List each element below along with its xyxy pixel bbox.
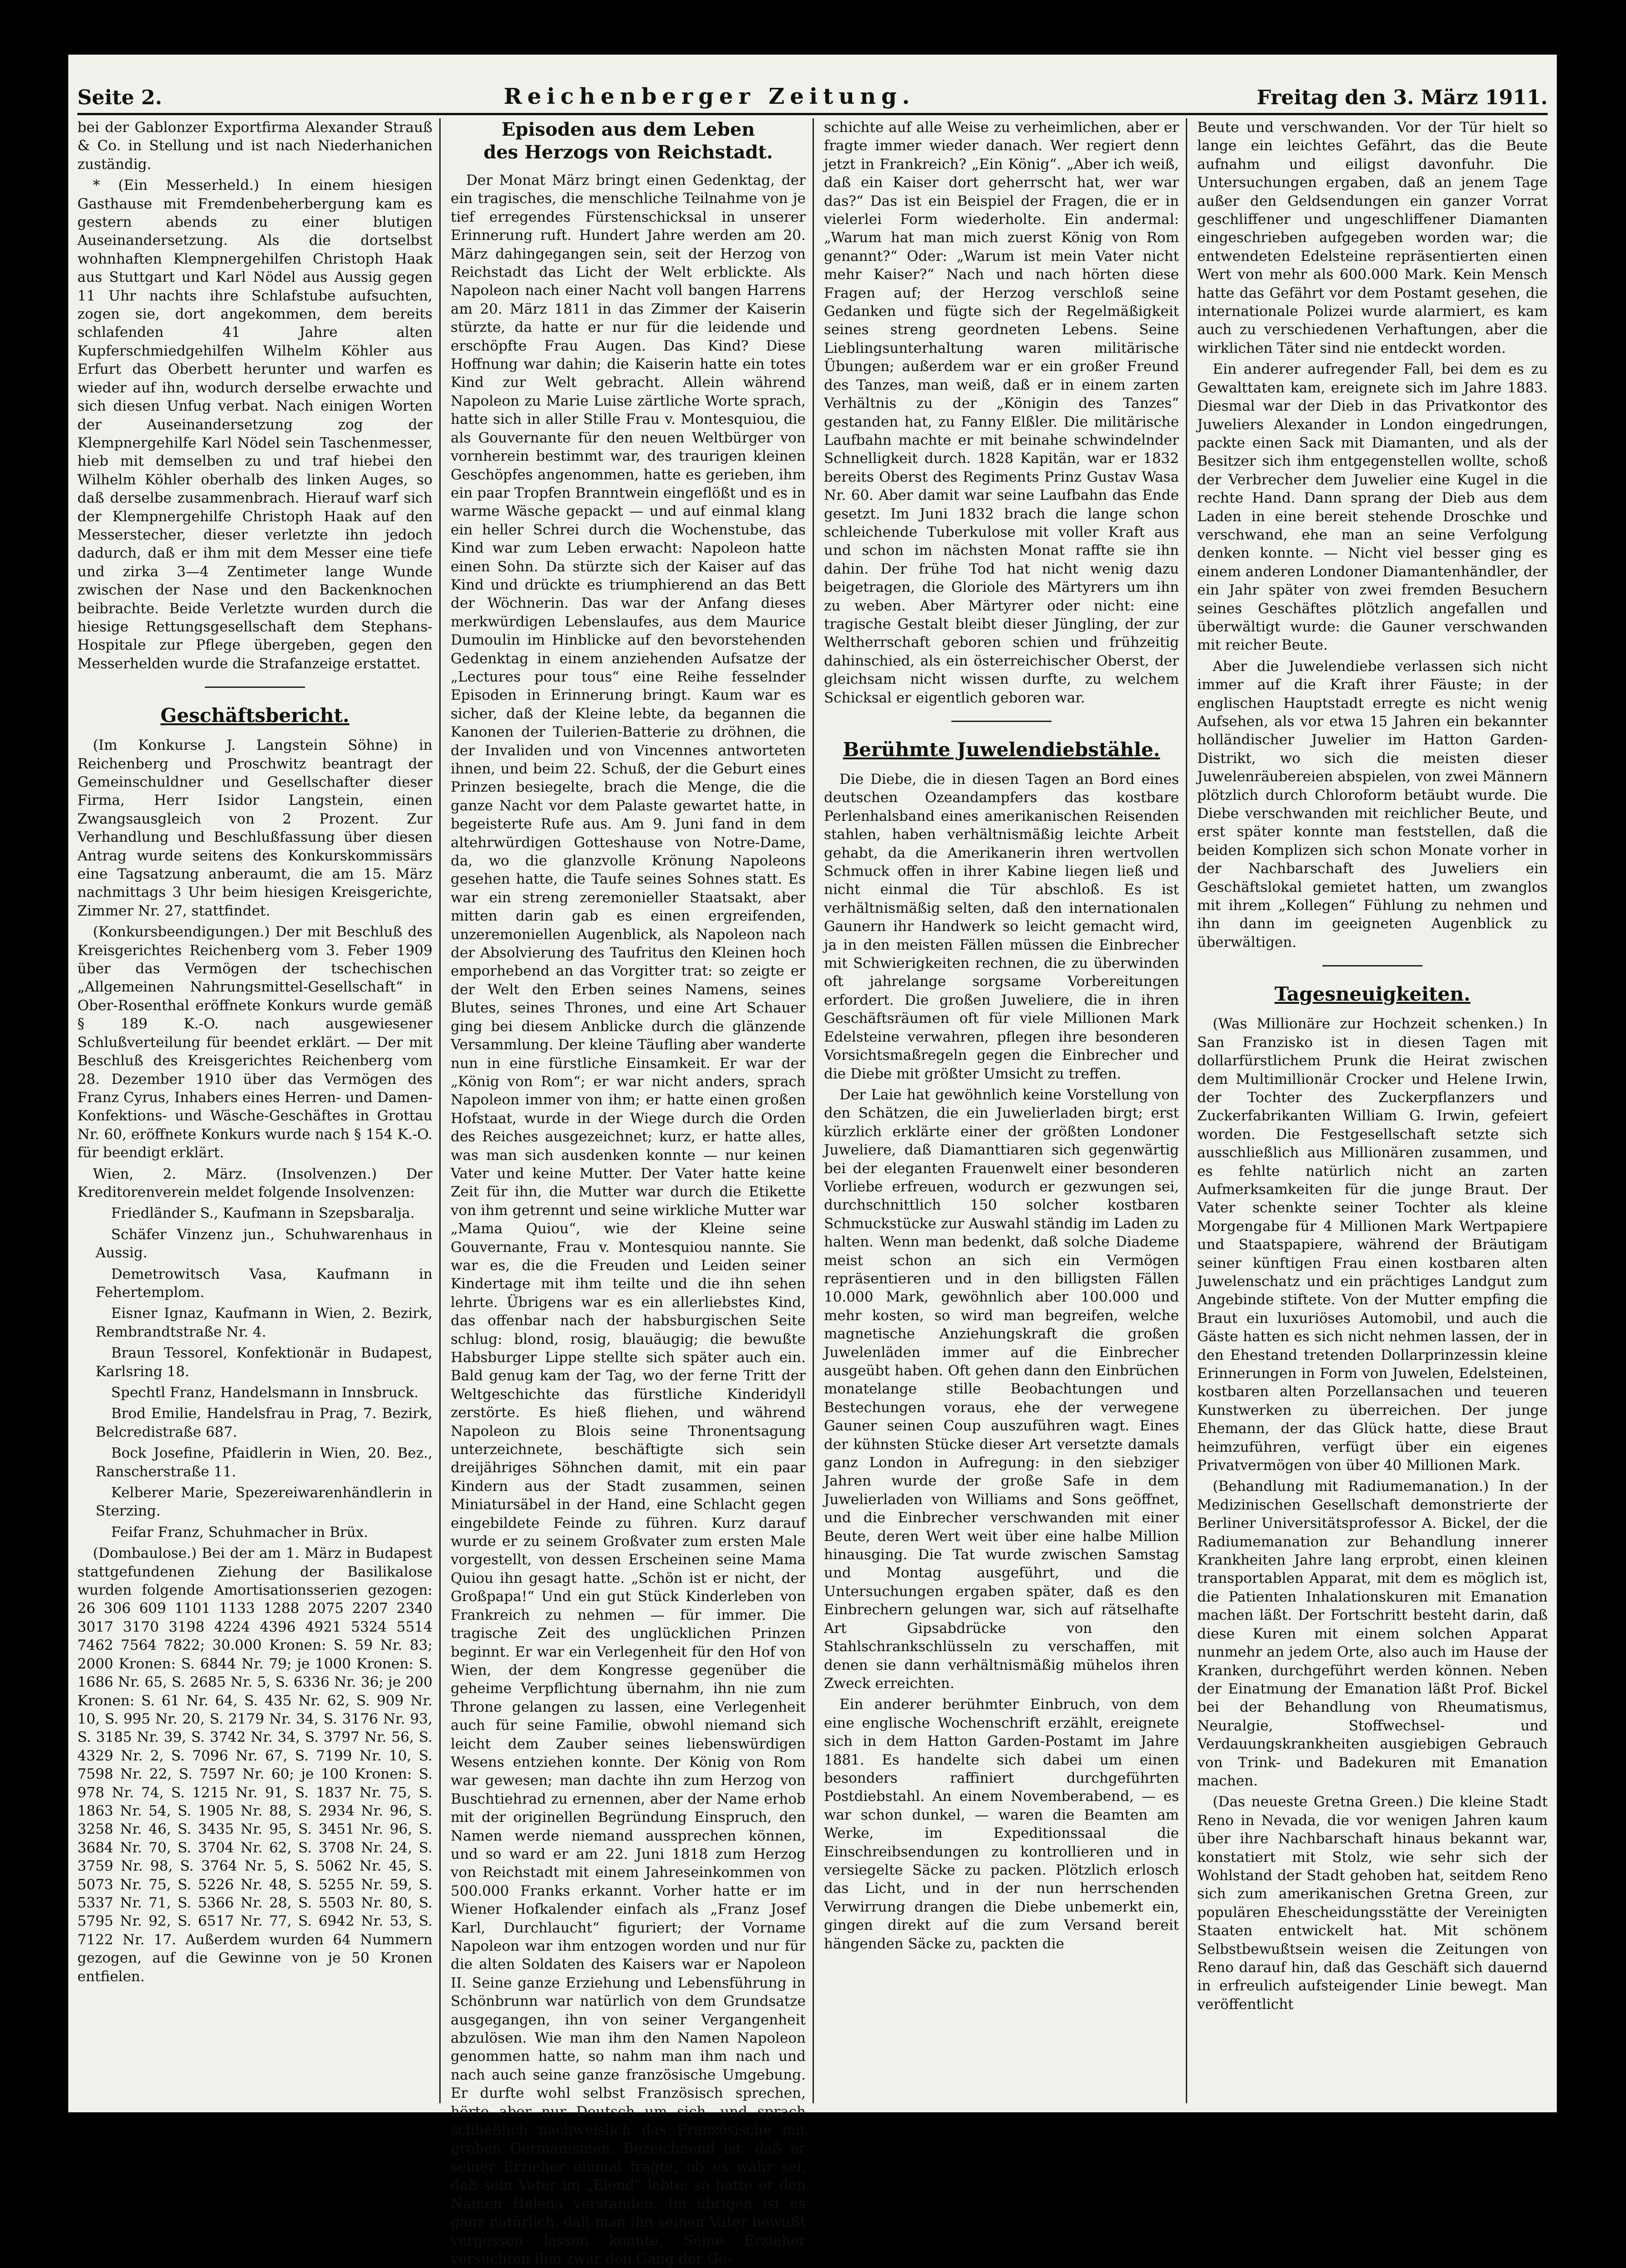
issue-date: Freitag den 3. März 1911.	[1256, 86, 1548, 109]
insolvency-entry: Brod Emilie, Handelsfrau in Prag, 7. Bezirk, Belcredistraße 687.	[96, 1405, 432, 1440]
article-continuation: bei der Gablonzer Exportfirma Alexander Strauß & Co. in Stellung und ist nach Niederhanichen zuständig.	[77, 119, 432, 173]
insolvency-entry: Friedländer S., Kaufmann in Szepsbaralja.	[111, 1205, 415, 1222]
section-separator	[951, 721, 1052, 722]
article-heading-line-1: Episoden aus dem Leben	[501, 119, 755, 140]
article-messerheld: * (Ein Messerheld.) In einem hiesigen Gasthause mit Fremdenbeherbergung kam es gestern abends zu einer blutigen Auseinandersetzung. Als die dortselbst wohnhaften Klempnergehilfen Christoph Haak aus Stuttgart und Karl Nödel aus Aussig gegen 11 Uhr nachts ihre Schlafstube aufsuchten, zogen sie, dort angekommen, dem bereits schlafenden 41 Jahre alten Kupferschmiedgehilfen Wilhelm Köhler aus Erfurt das Oberbett herunter und warfen es wieder auf ihn, wodurch derselbe erwachte und sich diesen Unfug verbat. Nach einigen Worten der Auseinandersetzung zog der Klempnergehilfe Karl Nödel sein Taschenmesser, hieb mit demselben zu und traf hiebei den Wilhelm Köhler oberhalb des linken Auges, so daß derselbe zusammenbrach. Hierauf warf sich der Klempnergehilfe Christoph Haak auf den Messerstecher, dieser verletzte ihn jedoch dadurch, daß er ihm mit dem Messer eine tiefe und zirka 3—4 Zentimeter lange Wunde zwischen der Nase und den Backenknochen beibrachte. Beide Verletzte wurden durch die hiesige Rettungsgesellschaft dem Stephans-Hospitale zur Pflege übergeben, gegen den Messerhelden wurde die Strafanzeige erstattet.	[77, 177, 432, 672]
news-item-millionaere: (Was Millionäre zur Hochzeit schenken.) In San Franzisko ist in diesen Tagen mit dollarfürstlichem Prunk die Heirat zwischen dem Multimillionär Crocker und Helene Irwin, der Tochter des Zuckerpflanzers und Zuckerfabrikanten William G. Irwin, gefeiert worden. Die Festgesellschaft setzte sich ausschließlich aus Millionären zusammen, und es fehlte natürlich nicht an zarten Aufmerksamkeiten für die junge Braut. Der Vater schenkte seiner Tochter als kleine Morgengabe für 4 Millionen Mark Wertpapiere und Staatspapiere, während der Bräutigam seiner künftigen Frau einen kostbaren alten Juwelenschatz und ein prächtiges Landgut zum Angebinde stiftete. Von der Mutter empfing die Braut ein luxuriöses Automobil, und auch die Gäste hatten es sich nicht nehmen lassen, der in den Ehestand tretenden Dollarprinzessin kleine Erinnerungen in Form von Juwelen, Edelsteinen, kostbaren alten Porzellansachen und teueren Kunstwerken zu überreichen. Der junge Ehemann, der das Glück hatte, diese Braut heimzuführen, verfügt über ein eigenes Privatvermögen von über 40 Millionen Mark.	[1197, 1016, 1548, 1474]
column-rule	[439, 118, 441, 2103]
column-2	[451, 118, 806, 2267]
column-3	[824, 118, 1179, 2103]
article-reichstadt-continuation: schichte auf alle Weise zu verheimlichen, aber er fragte immer wieder danach. Wer regiert denn jetzt in Frankreich? „Ein König“. „Aber ich weiß, daß ein Kaiser dort geherrscht hat, wer war das?“ Das ist ein Beispiel der Fragen, die er in vielerlei Form wiederholte. Ein andermal: „Warum hat man mich zuerst König von Rom genannt?“ Oder: „Warum ist mein Vater nicht mehr Kaiser?“ Nach und nach hörten diese Fragen auf; der Herzog verschloß seine Gedanken und fügte sich der Regelmäßigkeit seines streng geordneten Lebens. Seine Lieblingsunterhaltung waren militärische Übungen; außerdem war er ein großer Freund des Tanzes, man weiß, daß er in einem zarten Verhältnis zu der „Königin des Tanzes“ gestanden hat, zu Fanny Elßler. Die militärische Laufbahn machte er mit beinahe schwindelnder Schnelligkeit durch. 1828 Kapitän, war er 1832 bereits Oberst des Regiments Prinz Gustav Wasa Nr. 60. Aber damit war seine Laufbahn das Ende gesetzt. Im Juni 1832 brach die lange schon schleichende Tuberkulose mit voller Kraft aus und schon im nächsten Monat raffte sie ihn dahin. Der frühe Tod hat nicht wenig dazu beigetragen, die Gloriole des Märtyrers um ihn zu weben. Aber Märtyrer oder nicht: eine tragische Gestalt bleibt dieser Jüngling, der zur Weltherrschaft geboren schien und frühzeitig dahinschied, als ein österreichischer Oberst, der gleichsam nicht wissen durfte, zu welchem Schicksal er eigentlich geboren war.	[824, 119, 1179, 706]
article-heading-episoden	[451, 118, 806, 164]
news-item-gretna-green: (Das neueste Gretna Green.) Die kleine Stadt Reno in Nevada, die vor wenigen Jahren kaum über ihre Nachbarschaft hinaus bekannt war, konstatiert mit Stolz, wie sehr sich der Wohlstand der Stadt gehoben hat, seitdem Reno sich zum amerikanischen Gretna Green, zur populären Ehescheidungsstätte der Vereinigten Staaten entwickelt hat. Mit schönem Selbstbewußtsein weisen die Zeitungen von Reno darauf hin, daß das Geschäft sich dauernd in erfreulich aufsteigender Linie bewegt. Man veröffentlicht	[1197, 1794, 1548, 2013]
news-item-radium: (Behandlung mit Radiumemanation.) In der Medizinischen Gesellschaft demonstrierte der Berliner Universitätsprofessor A. Bickel, der die Radiumemanation zur Behandlung innerer Krankheiten Jahre lang erprobt, einen kleinen transportablen Apparat, mit dem es möglich ist, die Patienten Inhalationskuren mit Emanation machen läßt. Der Fortschritt besteht darin, daß diese Kuren mit einem solchen Apparat nunmehr an jedem Orte, also auch im Hause der Kranken, durchgeführt werden können. Neben der Einatmung der Emanation läßt Prof. Bickel bei der Behandlung von Rheumatismus, Neuralgie, Stoffwechsel- und Verdauungskrankheiten ausgiebigen Gebrauch von Trink- und Badekuren mit Emanation machen.	[1197, 1478, 1548, 1789]
article-juwelen-continuation: Beute und verschwanden. Vor der Tür hielt so lange ein leichtes Gefährt, das die Beute aufnahm und eiligst davonfuhr. Die Untersuchungen ergaben, daß an jenem Tage außer den Geldsendungen ein ganzer Vorrat geschliffener und ungeschliffener Diamanten eingeschrieben aufgegeben worden war; die entwendeten Edelsteine repräsentierten einen Wert von mehr als 600.000 Mark. Kein Mensch hatte das Gefährt vor dem Postamt gesehen, die internationale Polizei wurde alarmiert, es kam auch zu verschiedenen Verhaftungen, aber die wirklichen Täter sind nie entdeckt worden.	[1197, 119, 1548, 356]
masthead	[77, 68, 1548, 115]
newspaper-page	[68, 55, 1557, 2267]
article-juwelen-paragraph: Ein anderer aufregender Fall, bei dem es zu Gewalttaten kam, ereignete sich im Jahre 1883. Diesmal war der Dieb in das Privatkontor des Juweliers Alexander in London eingedrungen, packte einen Sack mit Diamanten, und als der Besitzer sich ihm entgegenstellen wollte, schoß der Verbrecher dem Juwelier eine Kugel in die rechte Hand. Dann sprang der Dieb aus dem Laden in eine bereit stehende Droschke und verschwand, ehe man an seine Verfolgung denken konnte. — Nicht viel besser ging es einem anderen Londoner Diamantenhändler, der ein Jahr später von zwei fremden Besuchern seines Geschäftes plötzlich angefallen und überwältigt wurde: die Gauner verschwanden mit reicher Beute.	[1197, 361, 1548, 654]
column-rule	[813, 118, 814, 2103]
article-heading-line-2: des Herzogs von Reichstadt.	[483, 142, 773, 163]
page-number: Seite 2.	[77, 86, 163, 109]
insolvency-entry: Schäfer Vinzenz jun., Schuhwarenhaus in Aussig.	[96, 1226, 432, 1261]
column-4	[1197, 118, 1548, 2103]
notice-insolvenzen: Wien, 2. März. (Insolvenzen.) Der Kreditorenverein meldet folgende Insolvenzen:	[77, 1165, 432, 1200]
article-juwelen-paragraph: Ein anderer berühmter Einbruch, von dem eine englische Wochenschrift erzählt, ereignete sich in dem Hatton Garden-Postamt im Jahre 1881. Es handelte sich dabei um einen besonders raffiniert durchgeführten Postdiebstahl. An einem Novemberabend, — es war schon dunkel, — waren die Beamten am Werke, im Expeditionssaal die Einschreibsendungen zu kontrollieren und in versiegelte Säcke zu packen. Plötzlich erlosch das Licht, und in der nun herrschenden Verwirrung drangen die Diebe unbemerkt ein, gingen direkt auf die zum Versand bereit hängenden Säcke zu, packten die	[824, 1696, 1179, 1952]
section-heading-geschaeftsbericht: Geschäftsbericht.	[160, 704, 350, 727]
newspaper-title: Reichenberger Zeitung.	[503, 84, 915, 109]
column-rule	[1186, 118, 1187, 2103]
article-juwelen-paragraph: Der Laie hat gewöhnlich keine Vorstellung von den Schätzen, die ein Juwelierladen birgt; erst kürzlich erklärte einer der größten Londoner Juweliere, daß Diamanttiaren sich gegenwärtig bei der eleganten Frauenwelt einer besonderen Vorliebe erfreuen, wodurch er gezwungen sei, durchschnittlich 150 solcher kostbaren Schmuckstücke zur Auswahl ständig im Laden zu halten. Wenn man bedenkt, daß solche Diademe meist schon an sich ein Vermögen repräsentieren und in den billigsten Fällen 10.000 Mark, gewöhnlich aber 100.000 und mehr kosten, so wird man begreifen, welche magnetische Anziehungskraft die großen Juwelenläden immer auf die Einbrecher ausgeübt haben. Oft gehen dann den Einbrüchen monatelange stille Beobachtungen und Bestechungen voraus, ehe der verwegene Gauner seinen Coup auszuführen wagt. Eines der kühnsten Stücke dieser Art versetzte damals ganz London in Aufregung: in den siebziger Jahren wurde der große Safe in dem Juwelierladen von Williams and Sons geöffnet, und die Einbrecher verschwanden mit einer Beute, deren Wert weit über eine halbe Million hinausging. Die Tat wurde zwischen Samstag und Montag ausgeführt, und die Untersuchungen ergaben später, daß es den Einbrechern gelungen war, sich auf rätselhafte Art Gipsabdrücke von den Stahlschrankschlüsseln zu verschaffen, mit denen sie dann verhältnismäßig mühelos ihren Zweck erreichten.	[824, 1086, 1179, 1692]
insolvency-entry: Demetrowitsch Vasa, Kaufmann in Fehertemplom.	[96, 1266, 432, 1301]
insolvency-entry: Spechtl Franz, Handelsmann in Innsbruck.	[111, 1384, 419, 1401]
article-juwelen-paragraph: Aber die Juwelendiebe verlassen sich nicht immer auf die Kraft ihrer Fäuste; in der englischen Hauptstadt erregte es nicht wenig Aufsehen, als vor etwa 15 Jahren ein bekannter holländischer Juwelier im Hatton Garden-Distrikt, wo sich die meisten dieser Juwelenräubereien abspielen, von zwei Männern plötzlich durch Chloroform betäubt wurde. Die Diebe verschwanden mit reichlicher Beute, und erst später konnte man feststellen, daß die beiden Komplizen sich schon Monate vorher in der Nachbarschaft des Juweliers ein Geschäftslokal gemietet hatten, um zwanglos mit ihrem „Kollegen“ Fühlung zu nehmen und ihn dann im geeigneten Augenblick zu überwältigen.	[1197, 658, 1548, 951]
insolvency-entry: Braun Tessorel, Konfektionär in Budapest, Karlsring 18.	[96, 1345, 432, 1380]
section-separator	[205, 687, 305, 688]
notice-dombaulose: (Dombaulose.) Bei der am 1. März in Budapest stattgefundenen Ziehung der Basilikalose wurden folgende Amortisationsserien gezogen: 26 306 609 1101 1133 1288 2075 2207 2340 3017 3170 3198 4224 4396 4921 5324 5514 7462 7564 7822; 30.000 Kronen: S. 59 Nr. 83; 2000 Kronen: S. 6844 Nr. 79; je 1000 Kronen: S. 1686 Nr. 65, S. 2685 Nr. 5, S. 6336 Nr. 36; je 200 Kronen: S. 61 Nr. 64, S. 435 Nr. 62, S. 909 Nr. 10, S. 995 Nr. 20, S. 2179 Nr. 34, S. 3176 Nr. 93, S. 3185 Nr. 39, S. 3742 Nr. 34, S. 3797 Nr. 56, S. 4329 Nr. 2, S. 7096 Nr. 67, S. 7199 Nr. 10, S. 7598 Nr. 22, S. 7597 Nr. 60; je 100 Kronen: S. 978 Nr. 74, S. 1215 Nr. 91, S. 1837 Nr. 75, S. 1863 Nr. 54, S. 1905 Nr. 88, S. 2934 Nr. 96, S. 3258 Nr. 46, S. 3435 Nr. 95, S. 3451 Nr. 96, S. 3684 Nr. 70, S. 3704 Nr. 62, S. 3708 Nr. 24, S. 3759 Nr. 98, S. 3764 Nr. 5, S. 5062 Nr. 45, S. 5073 Nr. 75, S. 5226 Nr. 48, S. 5255 Nr. 59, S. 5337 Nr. 71, S. 5366 Nr. 28, S. 5503 Nr. 80, S. 5795 Nr. 92, S. 6517 Nr. 77, S. 6942 Nr. 53, S. 7122 Nr. 17. Außerdem wurden 64 Nummern gezogen, auf die Gewinne von je 50 Kronen entfielen.	[77, 1545, 432, 1985]
insolvency-entry: Bock Josefine, Pfaidlerin in Wien, 20. Bez., Ranscherstraße 11.	[96, 1445, 432, 1480]
insolvency-entry: Kelberer Marie, Spezereiwarenhändlerin in Sterzing.	[96, 1485, 432, 1520]
section-heading-tagesneuigkeiten: Tagesneuigkeiten.	[1274, 983, 1471, 1006]
insolvency-entry: Eisner Ignaz, Kaufmann in Wien, 2. Bezirk, Rembrandtstraße Nr. 4.	[96, 1305, 432, 1340]
article-heading-juwelendiebstaehle: Berühmte Juwelendiebstähle.	[843, 738, 1160, 761]
column-1	[77, 118, 432, 2103]
article-juwelen-paragraph: Die Diebe, die in diesen Tagen an Bord eines deutschen Ozeandampfers das kostbare Perlenhalsband eines amerikanischen Reisenden stahlen, haben verhältnismäßig leichte Arbeit gehabt, da die Amerikanerin ihren wertvollen Schmuck offen in ihrer Kabine liegen ließ und nicht einmal die Tür abschloß. Es ist verhältnismäßig selten, daß den internationalen Gaunern ihr Handwerk so leicht gemacht wird, ja in den meisten Fällen müssen die Einbrecher mit Schwierigkeiten rechnen, die zu überwinden oft jahrelange sorgsame Vorbereitungen erfordert. Die großen Juweliere, die in ihren Geschäftsräumen oft für viele Millionen Mark Edelsteine verwahren, pflegen ihre besonderen Vorsichtsmaßregeln gegen die Einbrecher und die Diebe mit größter Umsicht zu treffen.	[824, 771, 1179, 1082]
notice-konkursbeendigungen: (Konkursbeendigungen.) Der mit Beschluß des Kreisgerichtes Reichenberg vom 3. Feber 1909 über das Vermögen der tschechischen „Allgemeinen Nahrungsmittel-Gesellschaft“ in Ober-Rosenthal eröffnete Konkurs wurde gemäß § 189 K.-O. nach ausgewiesener Schlußverteilung für beendet erklärt. — Der mit Beschluß des Kreisgerichtes Reichenberg vom 28. Dezember 1910 über das Vermögen des Franz Cyrus, Inhabers eines Herren- und Damen-Konfektions- und Wäsche-Geschäftes in Grottau Nr. 60, eröffnete Konkurs wurde nach § 154 K.-O. für beendigt erklärt.	[77, 924, 432, 1161]
insolvency-entry: Feifar Franz, Schuhmacher in Brüx.	[111, 1524, 368, 1541]
article-reichstadt-body: Der Monat März bringt einen Gedenktag, der ein tragisches, die menschliche Teilnahme von je tief erregendes Fürstenschicksal in unserer Erinnerung ruft. Hundert Jahre werden am 20. März dahingegangen sein, seit der Herzog von Reichstadt das Licht der Welt erblickte. Als Napoleon nach einer Nacht voll bangen Harrens am 20. März 1811 in das Zimmer der Kaiserin stürzte, da hatte er nur für die leidende und erschöpfte Frau Augen. Das Kind? Diese Hoffnung war dahin; die Kaiserin hatte ein totes Kind zur Welt gebracht. Allein während Napoleon zu Marie Luise zärtliche Worte sprach, hatte sich in aller Stille Frau v. Montesquiou, die als Gouvernante für den neuen Weltbürger von vornherein bestimmt war, des traurigen kleinen Geschöpfes angenommen, hatte es gerieben, ihm ein paar Tropfen Branntwein eingeflößt und es in warme Wäsche gepackt — und auf einmal klang ein heller Schrei durch die Wochenstube, das Kind war zum Leben erwacht: Napoleon hatte einen Sohn. Da stürzte sich der Kaiser auf das Kind und drückte es triumphierend an das Bett der Wöchnerin. Das war der Anfang dieses merkwürdigen Lebenslaufes, aus dem Maurice Dumoulin im Hinblicke auf den bevorstehenden Gedenktag in einem anziehenden Aufsatze der „Lectures pour tous“ eine Reihe fesselnder Episoden in Erinnerung bringt. Kaum war es sicher, daß der Kleine lebte, da begannen die Kanonen der Tuilerien-Batterie zu dröhnen, die der Invaliden und von Vincennes antworteten ihnen, und beim 22. Schuß, der die Geburt eines Prinzen besiegelte, brach die Menge, die die ganze Nacht vor dem Palaste gewartet hatte, in begeisterte Rufe aus. Am 9. Juni fand in dem altehrwürdigen Gotteshause von Notre-Dame, da, wo die glanzvolle Krönung Napoleons gesehen hatte, die Taufe seines Sohnes statt. Es war ein streng zeremonieller Staatsakt, aber mitten darin gab es einen ergreifenden, unzeremoniellen Augenblick, als Napoleon nach der Absolvierung des Taufritus den Kleinen hoch emporhebend an das Vorgitter trat: so zeigte er der Welt den Erben seines Namens, seines Blutes, seines Thrones, und eine Art Schauer ging bei diesem Anblicke durch die glänzende Versammlung. Der kleine Täufling aber wanderte nun in eine fürstliche Einsamkeit. Er war der „König von Rom“; er war nicht anders, sprach Napoleon immer von ihm; er hatte einen großen Hofstaat, wurde in der Wiege durch die Orden des Reiches ausgezeichnet; kurz, er hatte alles, was man sich ausdenken konnte — nur keinen Vater und keine Mutter. Der Vater hatte keine Zeit für ihn, die Mutter war durch die Etikette von ihm getrennt und seine wirkliche Mutter war „Mama Quiou“, wie der Kleine seine Gouvernante, Frau v. Montesquiou nannte. Sie war es, die die Freuden und Leiden seiner Kindertage mit ihm teilte und die ihn sehen lehrte. Übrigens war es ein allerliebstes Kind, das offenbar nach der habsburgischen Seite schlug: blond, rosig, blauäugig; die bewußte Habsburger Lippe stellte sich später auch ein. Bald genug kam der Tag, wo der ferne Tritt der Weltgeschichte das fürstliche Kinderidyll zerstörte. Es hieß fliehen, und während Napoleon zu Blois seine Thronentsagung unterzeichnete, beschäftigte sich sein dreijähriges Söhnchen damit, mit ein paar Kindern aus der Stadt zusammen, seinen Miniatursäbel in der Hand, eine Schlacht gegen eingebildete Feinde zu führen. Kurz darauf wurde er zu seinem Großvater zum ersten Male vorgestellt, von dessen Erscheinen seine Mama Quiou ihn gesagt hatte. „Schön ist er nicht, der Großpapa!“ Und ein gut Stück Kinderleben von Frankreich zu nehmen — für immer. Die tragische Zeit des unglücklichen Prinzen beginnt. Er war ein Verlegenheit für den Hof von Wien, der dem Kongresse gegenüber die geheime Verpflichtung übernahm, ihn nie zum Throne gelangen zu lassen, eine Verlegenheit auch für seine Familie, obwohl niemand sich leicht dem Zauber seines liebenswürdigen Wesens entziehen konnte. Der König von Rom war gewesen; man dachte ihn zum Herzog von Buschtiehrad zu ernennen, aber der Name erhob mit der originellen Begründung Einspruch, den Namen werde niemand aussprechen können, und so ward er am 22. Juni 1818 zum Herzog von Reichstadt mit einem Jahreseinkommen von 500.000 Franks erkannt. Vorher hatte er im Wiener Hofkalender einfach als „Franz Josef Karl, Durchlaucht“ figuriert; der Vorname Napoleon war ihm entzogen worden und nur für die alten Soldaten des Kaisers war er Napoleon II. Seine ganze Erziehung und Lebensführung in Schönbrunn war natürlich von dem Grundsatze ausgegangen, ihn von seiner Vergangenheit abzulösen. Wie man ihm den Namen Napoleon genommen hatte, so nahm man ihm nach und nach auch seine ganze französische Umgebung. Er durfte wohl selbst Französisch sprechen, hörte aber nur Deutsch um sich, und sprach schließlich nachweislich das Französische mit groben Germanismen. Bezeichnend ist, daß er seiner Erzieher einmal fragte, ob es wahr sei, daß sein Vater im „Elend“ lebte: so hatte er den Namen Helena verstanden. Im übrigen ist es ganz natürlich, daß man ihn seinen Vater bewußt vergessen lassen konnte. Seine Erzieher versuchten ihm zwar den Gang der Ge-	[451, 172, 806, 2267]
notice-konkurs-langstein: (Im Konkurse J. Langstein Söhne) in Reichenberg und Proschwitz beantragt der Gemeinschuldner und Gesellschafter dieser Firma, Herr Isidor Langstein, einen Zwangsausgleich von 2 Prozent. Zur Verhandlung und Beschlußfassung über diesen Antrag wurde seitens des Konkurskommissärs eine Tagsatzung anberaumt, die am 15. März nachmittags 3 Uhr beim hiesigen Kreisgerichte, Zimmer Nr. 27, stattfindet.	[77, 737, 432, 919]
section-separator	[1322, 965, 1423, 966]
